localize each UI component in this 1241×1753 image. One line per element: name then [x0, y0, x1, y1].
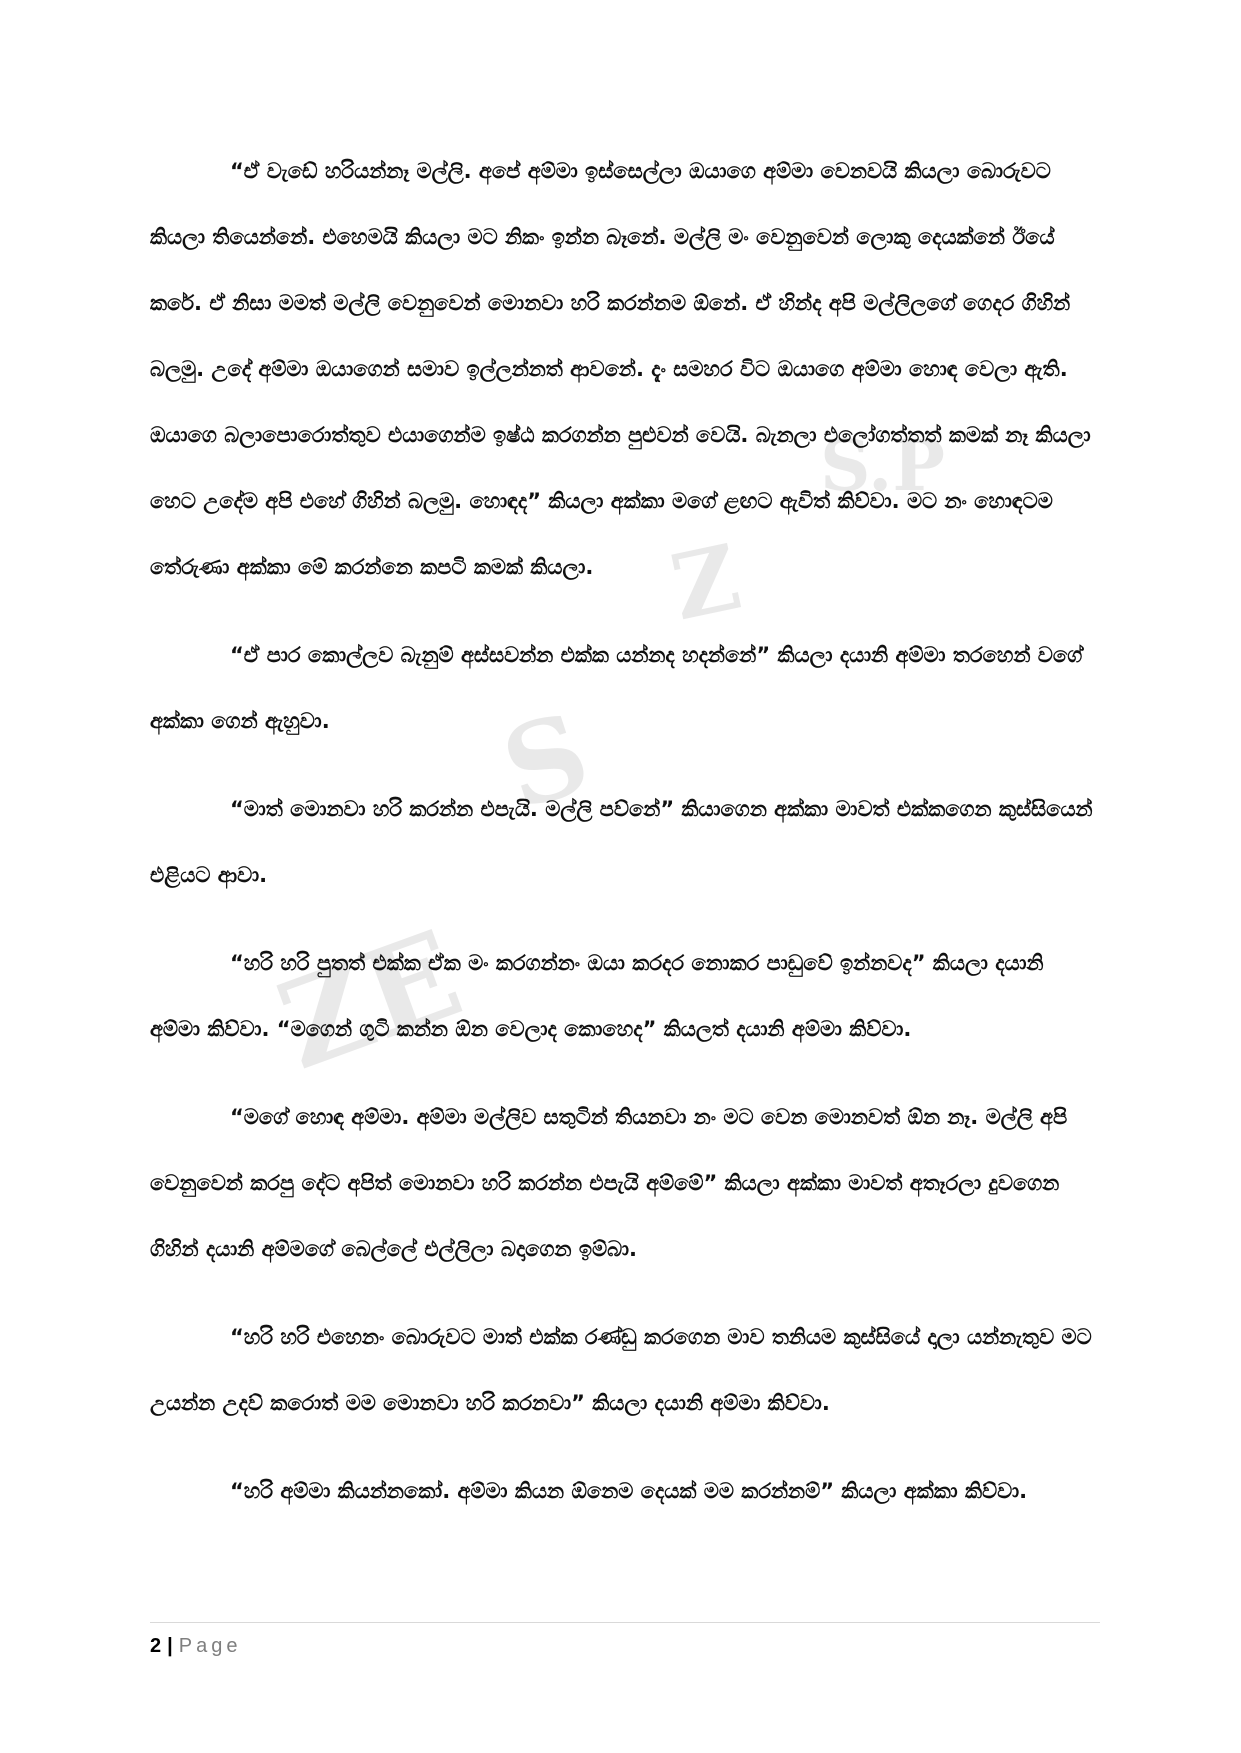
paragraph-text: “මගේ හොඳ අම්මා. අම්මා මල්ලිව සතුටින් තියනවා නං මට වෙන මොනවත් ඕන නෑ. මල්ලි අපි වෙනුවෙන් කරපු දේට අපිත් මොනවා හරි කරන්න එපැයි අම්මේ” කියලා අක්කා මාවත් අතෑරලා දුවගෙන ගිහින් දයානි අම්මගේ බෙල්ලේ එල්ලිලා බදාගෙන ඉම්බා. [150, 1105, 1068, 1261]
document-body [150, 138, 1100, 1546]
paragraph-3 [150, 776, 1100, 908]
paragraph-text: “මාත් මොනවා හරි කරන්න එපැයි. මල්ලි පව්නේ” කියාගෙන අක්කා මාවත් එක්කගෙන කුස්සියෙන් එළියට ආවා. [150, 797, 1093, 887]
page-number: 2 [150, 1635, 162, 1657]
svg-text:S: S [488, 687, 604, 835]
paragraph-7 [150, 1458, 1100, 1524]
paragraph-text: “හරි හරි පුතත් එක්ක ඒක මං කරගන්නං ඔයා කරදර නොකර පාඩුවේ ඉන්නවද” කියලා දයානි අම්මා කිව්වා. “මගෙන් ගුටි කන්න ඕන වෙලාද කොහෙද” කියලත් දයානි අම්මා කිව්වා. [150, 951, 1044, 1041]
paragraph-text: “ඒ වැඩේ හරියන්නෑ මල්ලි. අපේ අම්මා ඉස්සෙල්ලා ඔයාගෙ අම්මා වෙනවයි කියලා බොරුවට කියලා තියෙන්නේ. එහෙමයි කියලා මට නිකං ඉන්න බෑනේ. මල්ලි මං වෙනුවෙන් ලොකු දෙයක්නේ ඊයේ කරේ. ඒ නිසා මමත් මල්ලි වෙනුවෙන් මොනවා හරි කරන්නම ඕනේ. ඒ හින්ද අපි මල්ලිලගේ ගෙදර ගිහින් බලමු. උදේ අම්මා ඔයාගෙන් සමාව ඉල්ලන්නත් ආවනේ. දැං සමහර විට ඔයාගෙ අම්මා හොඳ වෙලා ඇති. ඔයාගෙ බලාපොරොත්තුව එයාගෙන්ම ඉෂ්ඨ කරගන්න පුළුවන් වෙයි. බැනලා එලෝගත්තත් කමක් නෑ කියලා හෙට උදේම අපි එහේ ගිහින් බලමු. හොඳද” කියලා අක්කා මගේ ළඟට ඇවිත් කිව්වා. මට නං හොඳටම තේරුණා අක්කා මේ කරන්නෙ කපටි කමක් කියලා. [150, 159, 1091, 579]
paragraph-6 [150, 1304, 1100, 1436]
svg-text:ZE: ZE [261, 903, 479, 1098]
paragraph-2 [150, 622, 1100, 754]
paragraph-1 [150, 138, 1100, 600]
svg-text:S.P: S.P [820, 424, 946, 507]
svg-text:Z: Z [662, 524, 749, 642]
paragraph-4 [150, 930, 1100, 1062]
footer-separator: | [167, 1635, 173, 1657]
paragraph-text: “හරි හරි එහෙනං බොරුවට මාත් එක්ක රණ්ඩු කරගෙන මාව තනියම කුස්සියේ දාලා යන්නැතුව මට උයන්න උදව් කරොත් මම මොනවා හරි කරනවා” කියලා දයානි අම්මා කිව්වා. [150, 1325, 1092, 1415]
page-label: Page [178, 1635, 242, 1657]
paragraph-text: “ඒ පාර කොල්ලව බැනුම් අස්සවන්න එක්ක යන්නද හදන්නේ” කියලා දයානි අම්මා තරහෙන් වගේ අක්කා ගෙන් ඇහුවා. [150, 643, 1083, 733]
paragraph-text: “හරි අම්මා කියන්නකෝ. අම්මා කියන ඕනෙම දෙයක් මම කරන්නම්” කියලා අක්කා කිව්වා. [230, 1479, 1028, 1503]
paragraph-5 [150, 1084, 1100, 1282]
page-footer [150, 1622, 1100, 1658]
